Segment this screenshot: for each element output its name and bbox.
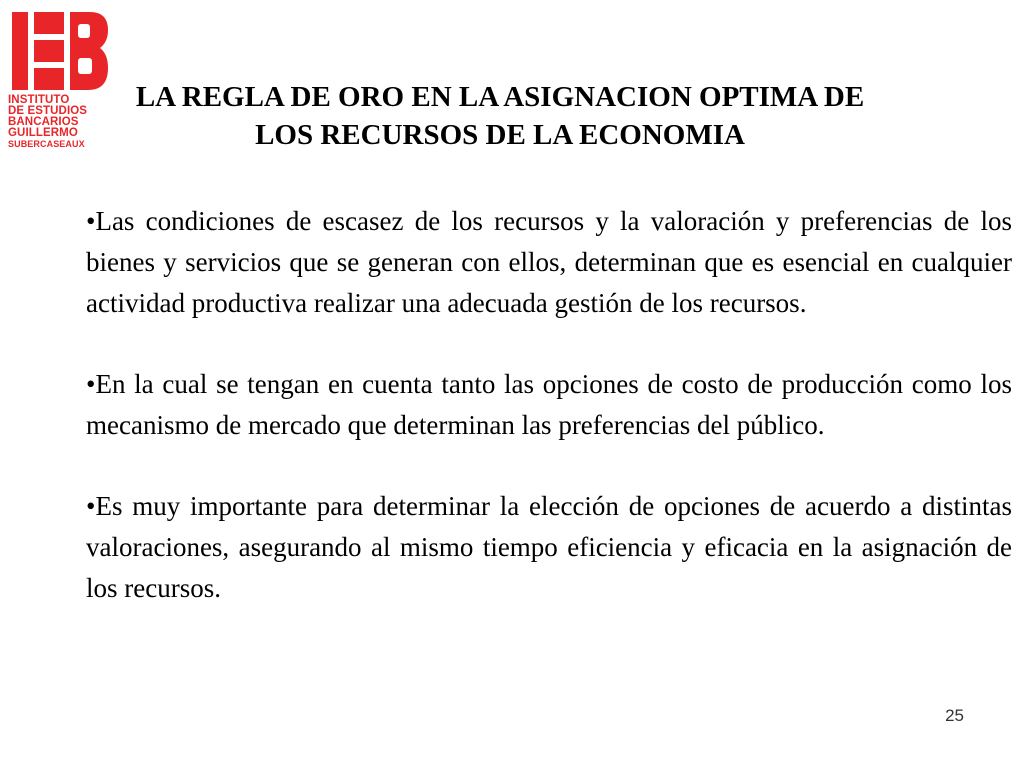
bullet-paragraph-1: •Las condiciones de escasez de los recursos y la valoración y preferencias de los bienes y servicios que se generan con ellos, determinan que es esencial en cualquier actividad productiva realizar una adecuada gestión de los recursos. xyxy=(86,206,1012,318)
ieb-logo-mark xyxy=(12,12,108,90)
slide-title-line-1: LA REGLA DE ORO EN LA ASIGNACION OPTIMA DE xyxy=(135,81,865,113)
logo-line-guillermo: GUILLERMO xyxy=(8,127,78,139)
logo-wordmark xyxy=(8,95,112,149)
page-number: 25 xyxy=(945,706,964,725)
institute-logo xyxy=(8,12,112,149)
slide-title xyxy=(110,78,890,154)
logo-line-instituto: INSTITUTO xyxy=(8,94,70,106)
bullet-paragraph-2: •En la cual se tengan en cuenta tanto las opciones de costo de producción como los mecanismo de mercado que determinan las preferencias del público. xyxy=(86,369,1012,440)
logo-line-de-estudios: DE ESTUDIOS xyxy=(8,105,88,117)
slide-title-line-2: LOS RECURSOS DE LA ECONOMIA xyxy=(255,119,745,151)
bullet-list xyxy=(86,201,1012,609)
bullet-paragraph-3: •Es muy importante para determinar la elección de opciones de acuerdo a distintas valoraciones, asegurando al mismo tiempo eficiencia y eficacia en la asignación de los recursos. xyxy=(86,491,1012,603)
logo-line-subercaseaux: SUBERCASEAUX xyxy=(8,139,85,149)
logo-line-bancarios: BANCARIOS xyxy=(8,116,79,128)
